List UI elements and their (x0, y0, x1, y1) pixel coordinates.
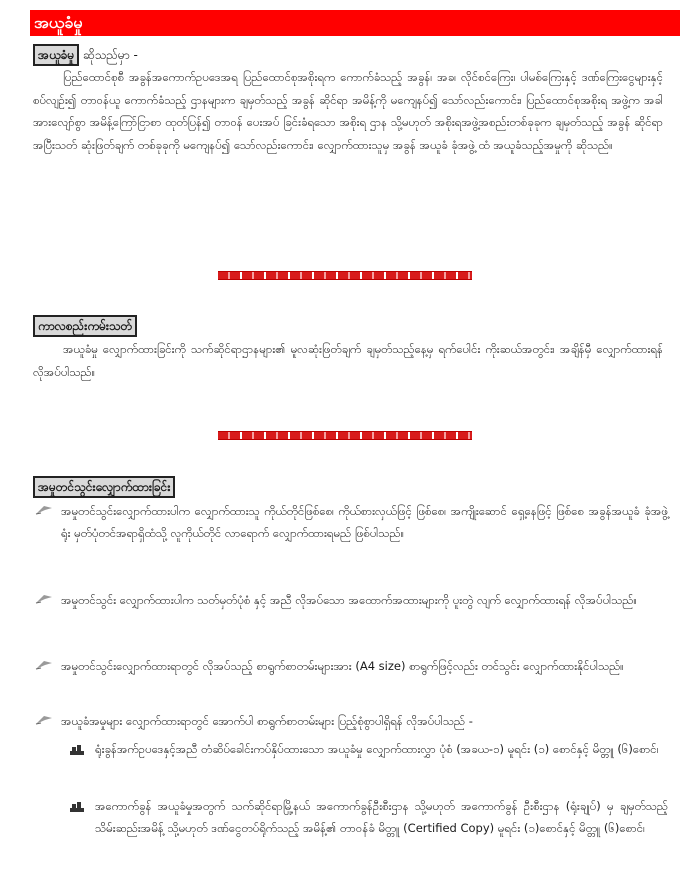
quill-bullet-icon (35, 593, 53, 605)
quill-bullet-icon (35, 504, 53, 516)
section-time-heading-wrap (33, 315, 137, 337)
bullet-text: အမှုတင်သွင်းလျှောက်ထားပါက လျှောက်ထားသူ ကိုယ်တိုင်ဖြစ်စေ၊ ကိုယ်စားလှယ်ဖြင့် ဖြစ်စေ၊ အကျိုးဆောင် ရှေ့နေဖြင့် ဖြစ်စေ အခွန်အယူခံ ခုံအဖွဲ့ရုံး မှတ်ပုံတင်အရာရှိထံသို့ လူကိုယ်တိုင် လာရောက် လျှောက်ထားရမည် ဖြစ်ပါသည်။ (61, 504, 668, 540)
definition-paragraph: ပြည်ထောင်စုစီ အခွန်အကောက်ဥပဒေအရ ပြည်ထောင်စုအစိုးရက ကောက်ခံသည့် အခွန်၊ အခ၊ လိုင်စင်ကြေး၊ ပါမစ်ကြေးနှင့် ဒဏ်ကြေးငွေများနှင့် စပ်လျဉ်း၍ တာဝန်ယူ ကောက်ခံသည့် ဌာနများက ချမှတ်သည့် အခွန် ဆိုင်ရာ အမိန့်ကို မကျေနပ်၍ သော်လည်းကောင်း၊ ပြည်ထောင်စုအစိုးရ အဖွဲ့က အခါအားလျော်စွာ အမိန့်ကြော်ငြာစာ ထုတ်ပြန်၍ တာဝန် ပေးအပ် ခြင်းခံရသော အစိုးရ ဌာန သို့မဟုတ် အစိုးရအဖွဲ့အစည်းတစ်ခုခုက ချမှတ်သည့် အခွန် ဆိုင်ရာ အပြီးသတ် ဆုံးဖြတ်ချက် တစ်ခုခုကို မကျေနပ်၍ သော်လည်းကောင်း၊ လျှောက်ထားသူမှ အခွန် အယူခံ ခုံအဖွဲ့ ထံ အယူခံသည့်အမှုကို ဆိုသည်။ (33, 70, 663, 152)
book-stack-icon (69, 742, 85, 756)
bullet-text: အယူခံအမှုများ လျှောက်ထားရာတွင် အောက်ပါ စာရွက်စာတမ်းများ ပြည့်စုံစွာပါရှိရန် လိုအပ်ပါသည် - (61, 714, 473, 728)
section-submit-heading-wrap (33, 476, 175, 498)
quill-bullet-icon (35, 714, 53, 726)
bullet-text: အမှုတင်သွင်းလျှောက်ထားရာတွင် လိုအပ်သည့် စာရွက်စာတမ်းများအား (A4 size) စာရွက်ဖြင့်လည်း တင်သွင်း လျှောက်ထားနိုင်ပါသည်။ (61, 659, 624, 673)
term-line (33, 44, 138, 66)
list-item (33, 710, 668, 732)
book-stack-icon (69, 799, 85, 813)
list-item (33, 655, 668, 677)
term-suffix: ဆိုသည်မှာ - (83, 48, 138, 62)
list-item (33, 589, 668, 611)
sub-list-item (63, 738, 668, 760)
sub-list-item (63, 795, 668, 839)
separator-1 (218, 271, 472, 280)
section-submit-heading: အမှုတင်သွင်းလျှောက်ထားခြင်း (33, 476, 175, 498)
quill-bullet-icon (35, 659, 53, 671)
term-label: အယူခံမှု (33, 44, 79, 66)
list-item (33, 500, 668, 544)
sub-bullet-text: ရုံးခွန်အက်ဥပဒေနှင့်အညီ တံဆိပ်ခေါင်းကပ်နှိပ်ထားသော အယူခံမှု လျှောက်ထားလွှာ ပုံစံ (အခယ-၁) မူရင်း (၁) စောင်နှင့် မိတ္တူ (၆)စောင်၊ (95, 742, 659, 756)
page-title: အယူခံမှု (30, 10, 680, 36)
separator-2 (218, 431, 472, 440)
sub-bullet-text: အကောက်ခွန် အယူခံမှုအတွက် သက်ဆိုင်ရာမြို့နယ် အကောက်ခွန်ဦးစီးဌာန သို့မဟုတ် အကောက်ခွန် ဦးစီးဌာန (ရုံးချုပ်) မှ ချမှတ်သည့် သိမ်းဆည်းအမိန့် သို့မဟုတ် ဒဏ်ငွေတပ်ရိုက်သည့် အမိန့်၏ တာဝန်ခံ မိတ္တူ (Certified Copy) မူရင်း (၁)စောင်နှင့် မိတ္တူ (၆)စောင်၊ (95, 799, 668, 835)
bullet-text: အမှုတင်သွင်း လျှောက်ထားပါက သတ်မှတ်ပုံစံ နှင့် အညီ လိုအပ်သော အထောက်အထားများကို ပူးတွဲ လျက် လျှောက်ထားရန် လိုအပ်ပါသည်။ (61, 593, 637, 607)
section-time-text: အယူခံမှု လျှောက်ထားခြင်းကို သက်ဆိုင်ရာဌာနများ၏ မူလဆုံးဖြတ်ချက် ချမှတ်သည့်နေ့မှ ရက်ပေါင်း ကိုးဆယ်အတွင်း၊ အချိန်မှီ လျှောက်ထားရန် လိုအပ်ပါသည်။ (33, 342, 663, 379)
section-time-heading: ကာလစည်းကမ်းသတ် (33, 315, 137, 337)
